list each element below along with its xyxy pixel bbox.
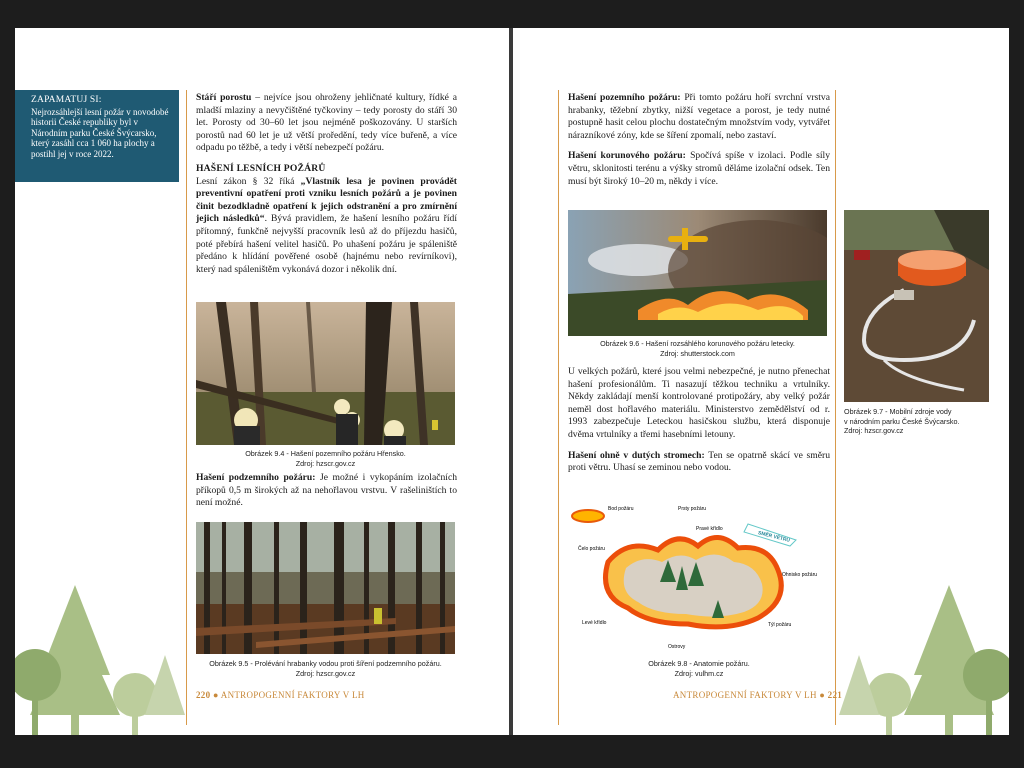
underground-lead: Hašení podzemního požáru:: [196, 472, 316, 483]
label-wind-direction: SMĚR VĚTRU: [757, 530, 791, 544]
section-heading: HAŠENÍ LESNÍCH POŽÁRŮ: [196, 162, 326, 174]
law-text-b: . Bývá pravidlem, že hašení lesního požáru řídí přítomný, funkčně nejvyšší pracovník lesů až do příjezdu hasičů, poté přebírá hašení velitel hasičů. Po uhašení požáru je spáleniště předáno k hlídání pověřené osobě (hajnému nebo revírníkovi), který nad spáleništěm vykonává dozor i několik dní.: [196, 213, 457, 275]
figure-9-5-caption-line1: Obrázek 9.5 - Prolévání hrabanky vodou proti šíření podzemního požáru.: [209, 659, 442, 668]
footer-bullet: ●: [212, 690, 219, 700]
mobile-water-tank-image: [844, 210, 989, 402]
ground-text: Při tomto požáru hoří svrchní vrstva hrabanky, těžební zbytky, nižší vegetace a porost, je tedy nutné postupně hasit celou plochu dostatečným množstvím vody, vytvářet nárazníkové zóny, kde se šíření zpomalí, nebo zastaví.: [568, 92, 830, 141]
right-page: [513, 28, 1009, 735]
label-fire-rear: Týl požáru: [768, 622, 792, 628]
firefighters-forest-image: [196, 302, 455, 445]
hollow-paragraph: [568, 450, 830, 475]
right-text-column-top: [568, 92, 830, 196]
hollow-lead: Hašení ohně v dutých stromech:: [568, 449, 705, 461]
figure-9-8-caption-line2: Zdroj: vulhm.cz: [674, 668, 724, 678]
figure-9-8-diagram: [568, 500, 830, 656]
left-footer-section: ANTROPOGENNÍ FAKTORY V LH: [220, 690, 365, 700]
right-text-column-middle: [568, 366, 830, 483]
figure-9-4-caption-line1: Obrázek 9.4 - Hašení pozemního požáru Hřensko.: [245, 449, 406, 458]
right-column-rule-left: [558, 90, 559, 725]
figure-9-6-caption-line2: Zdroj: shutterstock.com: [660, 348, 735, 358]
left-text-column-top: [196, 92, 457, 284]
figure-9-5-photo: [196, 522, 455, 654]
remember-box: [15, 90, 179, 182]
underground-text: Je možné i vykopáním izolačních příkopů 0,5 m širokých až na nehořlavou vrstvu. V rašeliništích to není možné.: [196, 472, 457, 509]
aerial-firefighting-image: [568, 210, 827, 336]
right-footer: [673, 690, 842, 700]
burnt-forest-image: [196, 522, 455, 654]
label-left-flank: Levé křídlo: [582, 620, 607, 626]
figure-9-7-caption-line2: v národním parku České Švýcarsko.: [844, 416, 960, 426]
crown-paragraph: [568, 150, 830, 188]
right-page-number: 221: [827, 690, 843, 700]
label-right-flank: Pravé křídlo: [696, 526, 723, 532]
footer-bullet: ●: [819, 690, 826, 700]
underground-paragraph: [196, 472, 457, 510]
figure-9-6-caption: [568, 339, 827, 358]
figure-9-6-photo: [568, 210, 827, 336]
fire-anatomy-diagram: [568, 500, 830, 656]
figure-9-4-caption: [196, 449, 455, 468]
age-lead: Stáří porostu: [196, 92, 252, 103]
label-islands: Ostrovy: [668, 644, 686, 650]
figure-9-7-caption-line3: Zdroj: hzscr.gov.cz: [844, 426, 904, 435]
figure-9-7-caption-line1: Obrázek 9.7 - Mobilní zdroje vody: [844, 407, 952, 416]
age-paragraph: [196, 92, 457, 155]
figure-9-6-caption-line1: Obrázek 9.6 - Hašení rozsáhlého korunového požáru letecky.: [600, 339, 795, 348]
label-spot-fire: Bod požáru: [608, 506, 634, 512]
ground-lead: Hašení pozemního požáru:: [568, 92, 681, 103]
label-fire-head: Čelo požáru: [578, 546, 605, 552]
decorative-trees-left: [15, 565, 185, 735]
label-fire-origin: Ohnisko požáru: [782, 572, 818, 578]
figure-9-8-caption: [568, 659, 830, 678]
left-page: [15, 28, 509, 735]
label-fire-fingers: Prsty požáru: [678, 506, 707, 512]
figure-9-7-photo: [844, 210, 989, 402]
age-text: – nejvíce jsou ohroženy jehličnaté kultury, řídké a mladší mlaziny a nevyčištěné tyčkoviny – tedy porosty do stáří 30 let. Porosty od 30–60 let jsou nejméně poškozovány. U starších porostů nad 60 let je už větší proředění, tedy více buřeně, a více odpadu po těžbě, a tedy i větší nebezpečí požáru.: [196, 92, 457, 154]
right-footer-section: ANTROPOGENNÍ FAKTORY V LH: [673, 690, 817, 700]
figure-9-7-caption: [844, 407, 994, 436]
left-page-number: 220: [196, 690, 211, 700]
left-column-rule: [186, 90, 187, 725]
right-column-rule-right: [835, 90, 836, 725]
law-quote: „Vlastník lesa je povinen provádět preventivní opatření proti vzniku lesních požárů a je povinen činit bezodkladně opatření k jejich odstranění a pro zmírnění jejich následků“: [196, 175, 458, 225]
ground-paragraph: [568, 92, 830, 142]
law-text-a: Lesní zákon § 32 říká: [196, 175, 301, 187]
remember-text: Nejrozsáhlejší lesní požár v novodobé historii České republiky byl v Národním parku České Švýcarsko, který zasáhl cca 1 060 ha plochy a postihl jej v roce 2022.: [31, 107, 169, 159]
large-fires-paragraph: U velkých požárů, které jsou velmi nebezpečné, je nutno přenechat hašení profesionálům. Ti nasazují těžkou techniku a vrtulníky. Někdy zakládají menší kontrolované protipožáry, aby velký požár neměl dost hořlavého materiálu. Ministerstvo zemědělství od r. 1993 zabezpečuje Leteckou hasičskou službu, která disponuje dvěma vrtulníky a třemi hasebními letouny.: [568, 366, 830, 440]
crown-lead: Hašení korunového požáru:: [568, 150, 686, 162]
figure-9-4-photo: [196, 302, 455, 445]
figure-9-5-caption-line2: Zdroj: hzscr.gov.cz: [295, 668, 356, 678]
crown-text: Spočívá spíše v izolaci. Podle síly větru, sklonitosti terénu a výšky stromů děláme izolační odsek. Ten musí být široký 10–20 m, někdy i více.: [568, 150, 830, 187]
book-spread: [15, 28, 1009, 735]
remember-title: ZAPAMATUJ SI:: [31, 95, 102, 105]
left-text-column-bottom: [196, 472, 457, 518]
law-paragraph: [196, 176, 457, 277]
hollow-text: Ten se opatrně skácí ve směru proti větru. Uhasí se zeminou nebo vodou.: [568, 449, 830, 474]
decorative-trees-right: [839, 565, 1009, 735]
figure-9-8-caption-line1: Obrázek 9.8 - Anatomie požáru.: [648, 659, 750, 668]
left-footer: [196, 690, 365, 700]
figure-9-4-caption-line2: Zdroj: hzscr.gov.cz: [295, 458, 356, 468]
figure-9-5-caption: [196, 659, 455, 678]
